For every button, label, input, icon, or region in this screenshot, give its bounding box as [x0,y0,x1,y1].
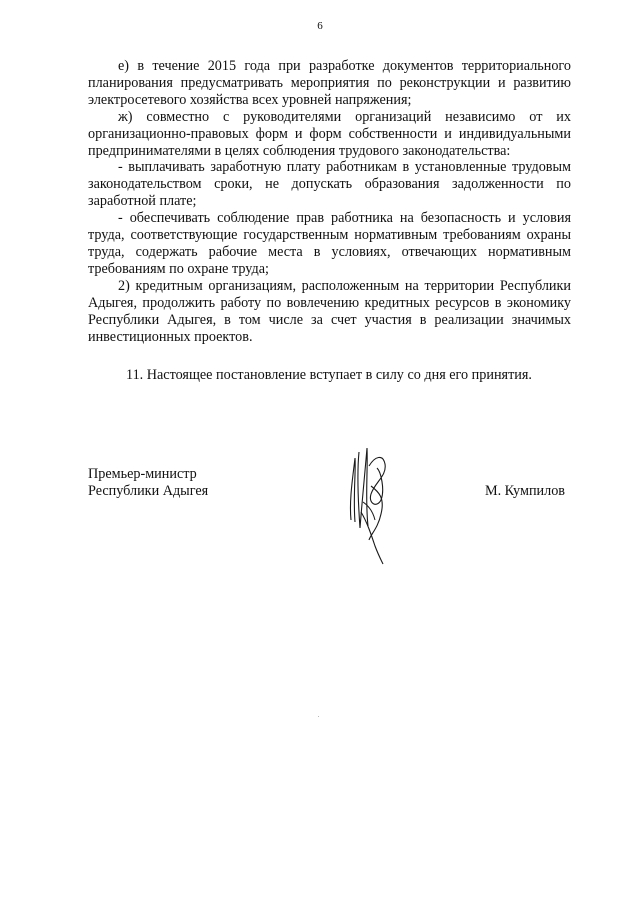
bullet-wages: - выплачивать заработную плату работникам в установленные трудовым законодательством сроки, не допускать образования задолженности по заработной плате; [88,159,571,210]
signatory-title-line-1: Премьер-министр [88,466,197,482]
paragraph-zh: ж) совместно с руководителями организаций независимо от их организационно-правовых форм и форм собственности и индивидуальными предпринимателями в целях соблюдения трудового законодательства: [88,108,571,159]
handwritten-signature [341,442,401,568]
document-body [88,58,571,384]
scan-speck [318,716,319,717]
signature-block [88,466,571,576]
paragraph-e: е) в течение 2015 года при разработке документов территориального планирования предусматривать мероприятия по реконструкции и развитию электросетевого хозяйства всех уровней напряжения; [88,58,571,108]
bullet-labor-safety: - обеспечивать соблюдение прав работника на безопасность и условия труда, соответствующие государственным нормативным требованиям охраны труда, содержать рабочие места в условиях, отвечающих нормативным требованиям по охране труда; [88,210,571,277]
signatory-title [88,466,208,500]
signatory-title-line-2: Республики Адыгея [88,483,209,499]
page-number: 6 [317,20,323,32]
paragraph-item-11: 11. Настоящее постановление вступает в силу со дня его принятия. [126,367,532,384]
paragraph-item-2: 2) кредитным организациям, расположенным на территории Республики Адыгея, продолжить работу по вовлечению кредитных ресурсов в экономику Республики Адыгея, в том числе за счет участия в реализации значимых инвестиционных проектов. [88,277,571,345]
signatory-name: М. Кумпилов [484,483,565,499]
